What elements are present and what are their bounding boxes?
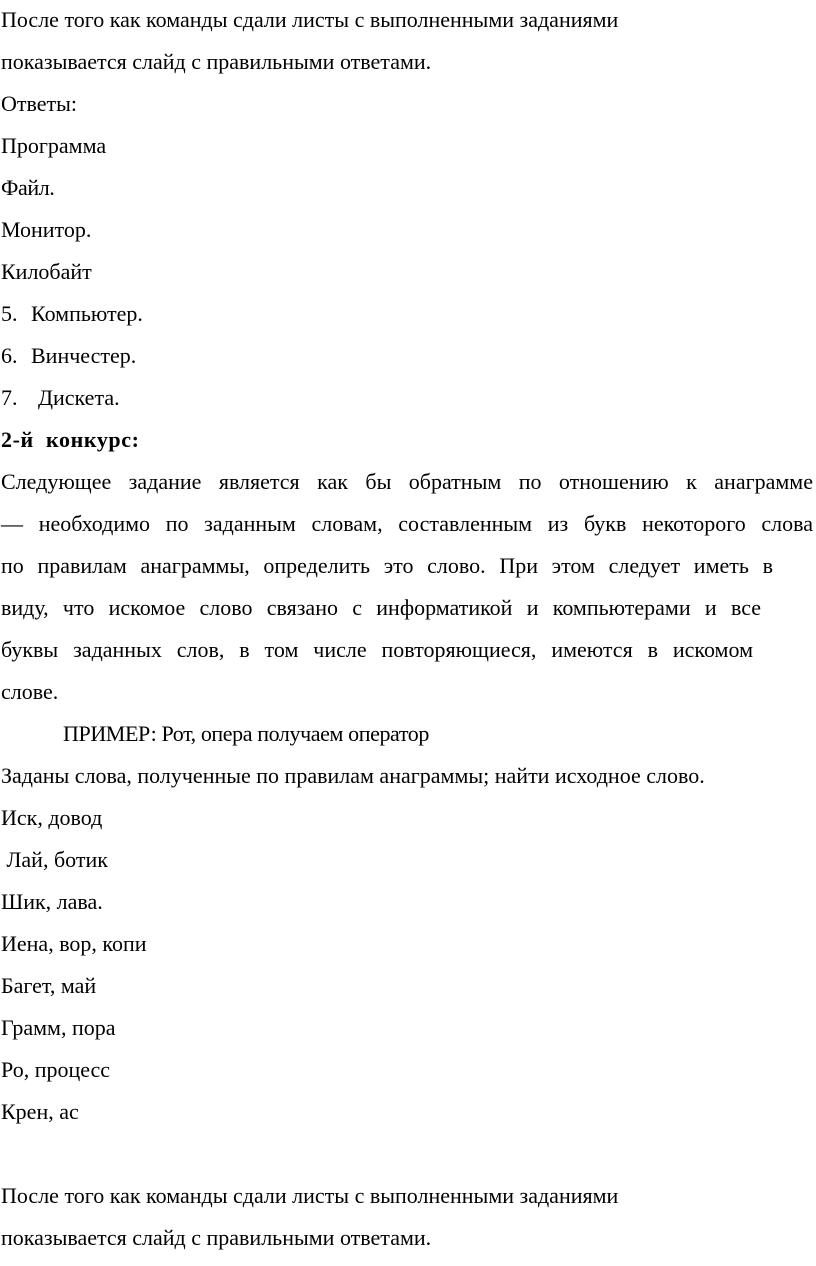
answer-item: Программа: [1, 133, 107, 158]
task-paragraph-line: Следующее задание является как бы обратным по отношению к анаграмме: [1, 469, 813, 494]
list-text: Компьютер.: [31, 301, 143, 326]
word-pair-item: Грамм, пора: [1, 1015, 116, 1040]
word-pair-item: Багет, май: [1, 973, 97, 998]
word-pair-item: Иена, вор, копи: [1, 931, 147, 956]
list-text: Дискета.: [38, 385, 120, 410]
outro-paragraph-line-2: показывается слайд с правильными ответами.: [1, 1225, 432, 1250]
task-paragraph-line: слове.: [1, 679, 59, 704]
task-paragraph-line: буквы заданных слов, в том числе повторяющиеся, имеются в искомом: [1, 637, 753, 662]
answer-item: Килобайт: [1, 259, 92, 284]
contest-heading: 2-й конкурс:: [1, 427, 140, 452]
list-number: 5.: [1, 301, 18, 326]
answers-label: Ответы:: [1, 91, 78, 116]
answer-item: Монитор.: [1, 217, 92, 242]
example-text: ПРИМЕР: Рот, опера получаем оператор: [63, 721, 429, 746]
numbered-answer-item: [1, 300, 143, 328]
list-number: 6.: [1, 343, 18, 368]
word-pair-item: Шик, лава.: [1, 889, 103, 914]
word-pair-item: Лай, ботик: [1, 847, 108, 872]
intro-paragraph-line-1: После того как команды сдали листы с выполненными заданиями: [1, 7, 619, 32]
task-paragraph-line: виду, что искомое слово связано с информатикой и компьютерами и все: [1, 595, 761, 620]
outro-paragraph-line-1: После того как команды сдали листы с выполненными заданиями: [1, 1183, 619, 1208]
intro-paragraph-line-2: показывается слайд с правильными ответами.: [1, 49, 432, 74]
answer-item: Файл.: [1, 175, 55, 200]
list-number: 7.: [1, 385, 18, 410]
word-pair-item: Крен, ас: [1, 1099, 79, 1124]
list-text: Винчестер.: [31, 343, 137, 368]
given-words-intro: Заданы слова, полученные по правилам анаграммы; найти исходное слово.: [1, 763, 705, 788]
numbered-answer-item: [1, 342, 136, 370]
task-paragraph-line: — необходимо по заданным словам, составленным из букв некоторого слова: [1, 511, 813, 536]
word-pair-item: Иск, довод: [1, 805, 103, 830]
numbered-answer-item: [1, 384, 120, 412]
word-pair-item: Ро, процесс: [1, 1057, 111, 1082]
task-paragraph-line: по правилам анаграммы, определить это слово. При этом следует иметь в: [1, 553, 773, 578]
